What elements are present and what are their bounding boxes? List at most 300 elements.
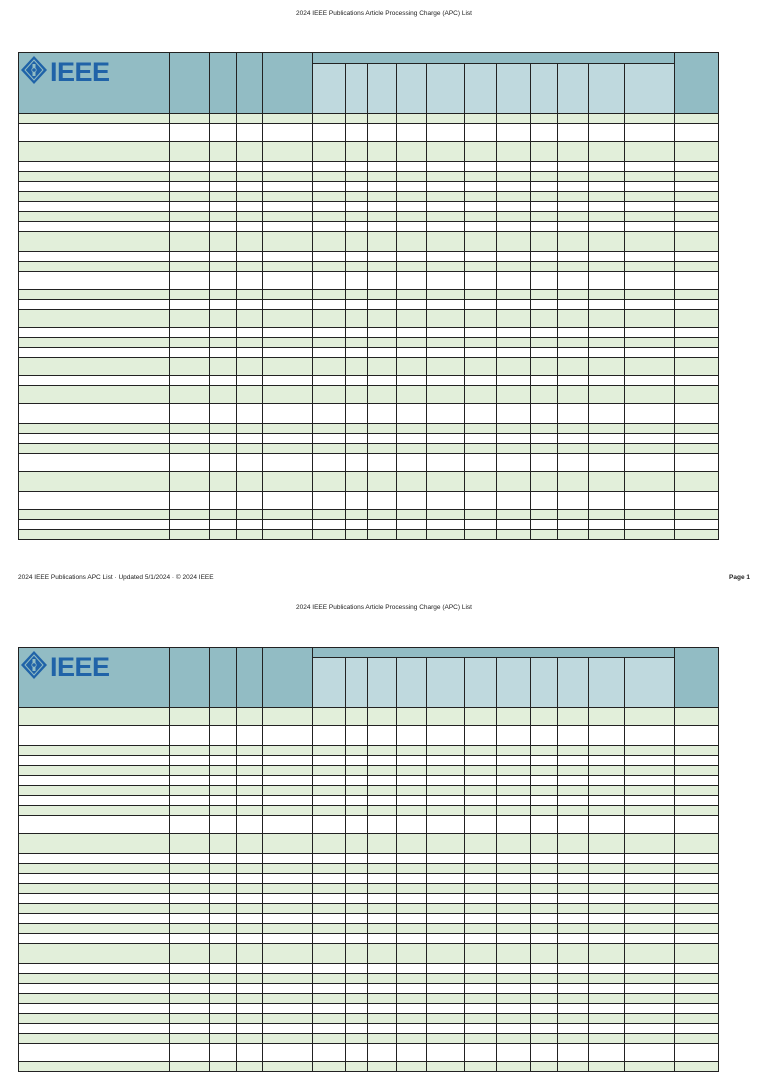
table-cell xyxy=(345,943,368,964)
table-cell xyxy=(588,453,625,472)
table-cell xyxy=(588,357,625,376)
table-cell xyxy=(530,725,558,746)
table-cell xyxy=(367,943,397,964)
table-cell xyxy=(530,271,558,290)
table-cell xyxy=(674,231,719,252)
column-header xyxy=(464,657,497,708)
table-row xyxy=(18,883,718,893)
table-cell xyxy=(169,357,210,376)
table-cell xyxy=(426,385,465,404)
table-cell xyxy=(530,231,558,252)
table-cell xyxy=(345,471,368,492)
table-cell xyxy=(396,357,427,376)
table-cell xyxy=(367,491,397,510)
table-cell xyxy=(496,815,531,834)
table-cell xyxy=(496,141,531,162)
table-cell xyxy=(236,385,263,404)
table-cell xyxy=(367,141,397,162)
table-cell xyxy=(396,815,427,834)
table-row xyxy=(18,113,718,123)
column-header xyxy=(169,647,210,708)
table-cell xyxy=(169,453,210,472)
column-header xyxy=(674,647,719,708)
table-cell xyxy=(557,943,589,964)
table-cell xyxy=(312,231,346,252)
column-header xyxy=(367,657,397,708)
table-cell xyxy=(557,231,589,252)
table-cell xyxy=(262,123,313,142)
column-header xyxy=(530,63,558,114)
table-row xyxy=(18,923,718,933)
table-cell xyxy=(557,309,589,328)
table-cell xyxy=(557,403,589,424)
table-cell xyxy=(530,707,558,726)
table-cell xyxy=(674,815,719,834)
table-cell xyxy=(345,309,368,328)
table-cell xyxy=(530,453,558,472)
ieee-diamond-icon xyxy=(20,650,48,685)
table-row xyxy=(18,141,718,161)
table-cell xyxy=(426,403,465,424)
table-row xyxy=(18,973,718,983)
table-row xyxy=(18,853,718,863)
table-cell xyxy=(345,815,368,834)
ieee-diamond-icon xyxy=(20,55,48,90)
column-header xyxy=(262,52,313,114)
table-cell xyxy=(396,725,427,746)
table-cell xyxy=(262,453,313,472)
column-header xyxy=(236,647,263,708)
table-cell xyxy=(624,491,675,510)
table-cell xyxy=(588,833,625,854)
table-cell xyxy=(209,357,237,376)
table-cell xyxy=(426,833,465,854)
table-cell xyxy=(588,471,625,492)
column-header xyxy=(624,657,675,708)
table-cell xyxy=(262,385,313,404)
table-cell xyxy=(396,833,427,854)
table-cell xyxy=(557,707,589,726)
table-cell xyxy=(496,833,531,854)
column-header xyxy=(624,63,675,114)
table-cell xyxy=(367,231,397,252)
table-cell xyxy=(345,357,368,376)
table-cell xyxy=(236,309,263,328)
table-cell xyxy=(530,471,558,492)
table-row xyxy=(18,983,718,993)
table-cell xyxy=(262,529,313,540)
table-cell xyxy=(345,1043,368,1062)
table-cell xyxy=(588,491,625,510)
table-cell xyxy=(345,231,368,252)
table-cell xyxy=(18,453,170,472)
table-cell xyxy=(588,1061,625,1072)
table-cell xyxy=(464,815,497,834)
table-cell xyxy=(209,491,237,510)
table-cell xyxy=(496,231,531,252)
table-cell xyxy=(674,1061,719,1072)
table-cell xyxy=(396,453,427,472)
column-header xyxy=(312,63,346,114)
table-row xyxy=(18,375,718,385)
table-cell xyxy=(367,815,397,834)
table-cell xyxy=(426,1061,465,1072)
column-header xyxy=(236,52,263,114)
table-cell xyxy=(18,141,170,162)
grouped-column-header xyxy=(312,52,675,64)
table-cell xyxy=(588,271,625,290)
table-cell xyxy=(588,1043,625,1062)
table-cell xyxy=(624,725,675,746)
table-cell xyxy=(464,1061,497,1072)
table-row xyxy=(18,289,718,299)
table-row xyxy=(18,385,718,403)
table-cell xyxy=(426,1043,465,1062)
column-header xyxy=(426,657,465,708)
table-cell xyxy=(496,943,531,964)
table-row xyxy=(18,171,718,181)
table-row xyxy=(18,933,718,943)
table-cell xyxy=(557,453,589,472)
table-cell xyxy=(169,491,210,510)
column-header xyxy=(496,657,531,708)
page-number: Page 1 xyxy=(729,574,750,581)
table-cell xyxy=(464,491,497,510)
table-cell xyxy=(674,491,719,510)
ieee-logo-text: IEEE xyxy=(50,652,110,682)
table-cell xyxy=(367,1061,397,1072)
table-cell xyxy=(169,943,210,964)
table-cell xyxy=(624,1061,675,1072)
table-cell xyxy=(674,833,719,854)
table-cell xyxy=(530,403,558,424)
table-row xyxy=(18,745,718,755)
table-cell xyxy=(236,453,263,472)
table-cell xyxy=(624,529,675,540)
table-cell xyxy=(18,943,170,964)
table-cell xyxy=(464,725,497,746)
table-row xyxy=(18,231,718,251)
table-cell xyxy=(262,309,313,328)
table-cell xyxy=(18,1043,170,1062)
table-cell xyxy=(262,943,313,964)
table-cell xyxy=(588,231,625,252)
table-cell xyxy=(496,309,531,328)
table-cell xyxy=(426,815,465,834)
table-cell xyxy=(312,1061,346,1072)
table-cell xyxy=(674,403,719,424)
table-cell xyxy=(169,309,210,328)
table-cell xyxy=(674,309,719,328)
column-header xyxy=(557,63,589,114)
table-cell xyxy=(530,833,558,854)
table-cell xyxy=(169,471,210,492)
table-row xyxy=(18,707,718,725)
table-cell xyxy=(496,1043,531,1062)
table-cell xyxy=(496,271,531,290)
table-cell xyxy=(624,833,675,854)
table-cell xyxy=(426,231,465,252)
table-cell xyxy=(18,1061,170,1072)
table-cell xyxy=(464,123,497,142)
table-row xyxy=(18,357,718,375)
table-cell xyxy=(18,491,170,510)
table-row xyxy=(18,805,718,815)
table-row xyxy=(18,863,718,873)
ieee-logo xyxy=(20,650,110,685)
table-row xyxy=(18,211,718,221)
table-cell xyxy=(236,357,263,376)
table-cell xyxy=(588,123,625,142)
column-header xyxy=(674,52,719,114)
table-cell xyxy=(530,529,558,540)
table-row xyxy=(18,943,718,963)
table-cell xyxy=(624,123,675,142)
table-cell xyxy=(345,123,368,142)
table-cell xyxy=(464,385,497,404)
table-cell xyxy=(464,231,497,252)
table-cell xyxy=(169,141,210,162)
column-header xyxy=(345,63,368,114)
table-cell xyxy=(496,707,531,726)
table-cell xyxy=(557,141,589,162)
table-cell xyxy=(18,403,170,424)
table-cell xyxy=(262,357,313,376)
table-row xyxy=(18,471,718,491)
table-cell xyxy=(557,385,589,404)
table-row xyxy=(18,423,718,433)
table-cell xyxy=(624,403,675,424)
table-cell xyxy=(396,1043,427,1062)
table-cell xyxy=(345,1061,368,1072)
table-cell xyxy=(18,309,170,328)
table-cell xyxy=(396,471,427,492)
table-row xyxy=(18,443,718,453)
column-header xyxy=(312,657,346,708)
table-row xyxy=(18,261,718,271)
table-cell xyxy=(624,471,675,492)
table-cell xyxy=(367,309,397,328)
column-header xyxy=(209,52,237,114)
table-row xyxy=(18,327,718,337)
table-cell xyxy=(169,231,210,252)
column-header xyxy=(426,63,465,114)
table-cell xyxy=(624,943,675,964)
footer-left: 2024 IEEE Publications APC List · Updated 5/1/2024 · © 2024 IEEE xyxy=(18,574,214,581)
table-cell xyxy=(674,1043,719,1062)
table-cell xyxy=(209,471,237,492)
table-cell xyxy=(236,271,263,290)
table-cell xyxy=(169,833,210,854)
table-row xyxy=(18,775,718,785)
table-row xyxy=(18,309,718,327)
table-cell xyxy=(236,833,263,854)
table-cell xyxy=(169,123,210,142)
table-cell xyxy=(18,815,170,834)
table-cell xyxy=(624,357,675,376)
table-cell xyxy=(464,357,497,376)
table-cell xyxy=(18,529,170,540)
table-cell xyxy=(312,123,346,142)
table-cell xyxy=(312,357,346,376)
table-cell xyxy=(396,271,427,290)
table-cell xyxy=(426,453,465,472)
table-cell xyxy=(496,1061,531,1072)
table-cell xyxy=(209,141,237,162)
column-header xyxy=(367,63,397,114)
table-cell xyxy=(426,491,465,510)
table-cell xyxy=(674,943,719,964)
table-cell xyxy=(396,231,427,252)
column-header xyxy=(496,63,531,114)
table-cell xyxy=(530,943,558,964)
table-cell xyxy=(312,833,346,854)
table-cell xyxy=(396,385,427,404)
table-cell xyxy=(312,271,346,290)
table-cell xyxy=(426,529,465,540)
table-cell xyxy=(624,815,675,834)
table-cell xyxy=(367,403,397,424)
table-cell xyxy=(345,403,368,424)
table-cell xyxy=(496,403,531,424)
column-header xyxy=(345,657,368,708)
table-cell xyxy=(396,141,427,162)
table-cell xyxy=(464,1043,497,1062)
table-row xyxy=(18,347,718,357)
table-cell xyxy=(169,1043,210,1062)
table-cell xyxy=(624,1043,675,1062)
table-cell xyxy=(367,453,397,472)
table-cell xyxy=(18,271,170,290)
table-cell xyxy=(367,123,397,142)
table-cell xyxy=(674,123,719,142)
column-header xyxy=(262,647,313,708)
table-cell xyxy=(312,471,346,492)
table-cell xyxy=(209,271,237,290)
table-cell xyxy=(588,725,625,746)
table-cell xyxy=(624,271,675,290)
table-row xyxy=(18,1043,718,1061)
table-cell xyxy=(426,471,465,492)
table-cell xyxy=(530,123,558,142)
table-cell xyxy=(312,491,346,510)
table-row xyxy=(18,123,718,141)
table-cell xyxy=(557,123,589,142)
table-cell xyxy=(674,707,719,726)
table-row xyxy=(18,903,718,913)
table-row xyxy=(18,815,718,833)
table-cell xyxy=(236,1043,263,1062)
table-cell xyxy=(674,357,719,376)
table-cell xyxy=(262,271,313,290)
table-row xyxy=(18,191,718,201)
table-cell xyxy=(169,271,210,290)
table-cell xyxy=(557,529,589,540)
table-cell xyxy=(367,271,397,290)
table-cell xyxy=(209,707,237,726)
table-row xyxy=(18,519,718,529)
table-row xyxy=(18,1023,718,1033)
table-cell xyxy=(312,385,346,404)
table-cell xyxy=(367,385,397,404)
table-cell xyxy=(464,271,497,290)
table-row xyxy=(18,1003,718,1013)
table-cell xyxy=(312,529,346,540)
table-row xyxy=(18,795,718,805)
table-cell xyxy=(557,1043,589,1062)
column-header xyxy=(169,52,210,114)
table-cell xyxy=(557,491,589,510)
table-row xyxy=(18,785,718,795)
table-row xyxy=(18,337,718,347)
table-cell xyxy=(396,403,427,424)
table-cell xyxy=(236,529,263,540)
table-cell xyxy=(426,943,465,964)
table-cell xyxy=(345,453,368,472)
table-cell xyxy=(18,357,170,376)
table-cell xyxy=(236,1061,263,1072)
table-cell xyxy=(557,725,589,746)
table-cell xyxy=(624,141,675,162)
table-cell xyxy=(396,1061,427,1072)
table-cell xyxy=(236,491,263,510)
table-row xyxy=(18,755,718,765)
table-cell xyxy=(236,403,263,424)
column-header xyxy=(396,63,427,114)
table-cell xyxy=(367,529,397,540)
table-cell xyxy=(557,357,589,376)
table-row xyxy=(18,403,718,423)
table-cell xyxy=(464,943,497,964)
table-cell xyxy=(557,833,589,854)
table-row xyxy=(18,251,718,261)
table-row xyxy=(18,201,718,211)
table-row xyxy=(18,765,718,775)
table-cell xyxy=(262,707,313,726)
ieee-logo xyxy=(20,55,110,90)
table-cell xyxy=(557,471,589,492)
table-cell xyxy=(674,529,719,540)
table-row xyxy=(18,913,718,923)
table-cell xyxy=(588,309,625,328)
table-cell xyxy=(530,385,558,404)
table-cell xyxy=(530,491,558,510)
table-cell xyxy=(18,231,170,252)
table-cell xyxy=(312,707,346,726)
table-cell xyxy=(262,231,313,252)
table-row xyxy=(18,873,718,883)
table-cell xyxy=(496,491,531,510)
table-cell xyxy=(169,707,210,726)
column-header xyxy=(530,657,558,708)
table-cell xyxy=(624,707,675,726)
table-cell xyxy=(496,357,531,376)
table-cell xyxy=(18,123,170,142)
table-row xyxy=(18,1033,718,1043)
table-cell xyxy=(209,123,237,142)
table-cell xyxy=(209,529,237,540)
table-cell xyxy=(18,707,170,726)
table-cell xyxy=(530,141,558,162)
table-cell xyxy=(367,707,397,726)
table-cell xyxy=(18,471,170,492)
table-cell xyxy=(588,707,625,726)
table-cell xyxy=(426,123,465,142)
table-cell xyxy=(396,707,427,726)
table-row xyxy=(18,893,718,903)
table-cell xyxy=(396,123,427,142)
table-cell xyxy=(18,725,170,746)
